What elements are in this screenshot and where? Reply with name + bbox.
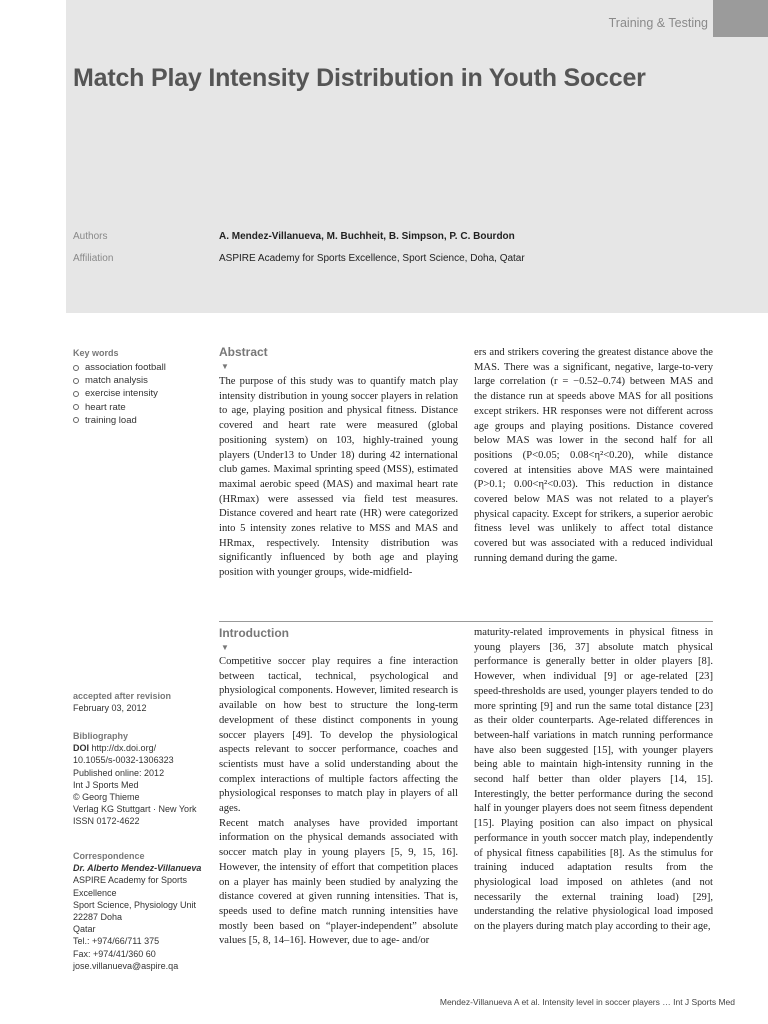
bibliography-block bbox=[73, 730, 197, 828]
corr-line: Tel.: +974/66/711 375 bbox=[73, 936, 160, 947]
correspondence-label: Correspondence bbox=[73, 851, 145, 861]
bullet-icon bbox=[73, 417, 79, 423]
intro-paragraph: Recent match analyses have provided important information on the physical demands associated with soccer match play in young players [5, 9, 15, 16]. However, the intensity of effort that competition places on a player has mainly been studied by analyzing the distance covered at given running intensities. That is, speeds used to define match running intensities have mostly been based on “player-independent” absolute values [5, 8, 14–16]. However, due to age- and/or bbox=[219, 817, 458, 947]
affiliation-label: Affiliation bbox=[73, 253, 114, 264]
bullet-icon bbox=[73, 365, 79, 371]
corr-line: ASPIRE Academy for Sports bbox=[73, 875, 188, 886]
page-footer: Mendez-Villanueva A et al. Intensity level in soccer players … Int J Sports Med bbox=[439, 997, 735, 1007]
introduction-column-2 bbox=[474, 626, 713, 935]
corr-line: 22287 Doha bbox=[73, 912, 123, 923]
doi-value: 10.1055/s-0032-1306323 bbox=[73, 755, 174, 766]
published-date: Published online: 2012 bbox=[73, 767, 165, 778]
corr-line: Excellence bbox=[73, 887, 117, 898]
intro-paragraph: Competitive soccer play requires a fine interaction between tactical, technical, psychological and physiological components. However, limited research is available on how best to structure the long-term development of these distinct components in young soccer players [49]. To develop the physiological aspects relevant to soccer performance, coaches and scientists must have a solid understanding about the complex interactions of multiple factors affecting the physiological responses to match play in players of all ages. bbox=[219, 656, 458, 815]
triangle-down-icon: ▼ bbox=[221, 362, 229, 371]
doi-link[interactable]: http://dx.doi.org/ bbox=[91, 743, 157, 754]
accepted-label: accepted after revision bbox=[73, 691, 172, 701]
corner-tab bbox=[713, 0, 768, 37]
keyword-item: heart rate bbox=[73, 401, 166, 414]
keywords-box bbox=[73, 348, 166, 427]
correspondence-block bbox=[73, 850, 201, 972]
abstract-heading: Abstract bbox=[219, 345, 268, 359]
accepted-date: February 03, 2012 bbox=[73, 703, 147, 714]
journal-name: Int J Sports Med bbox=[73, 779, 139, 790]
introduction-column-1 bbox=[219, 655, 458, 949]
bibliography-label: Bibliography bbox=[73, 731, 129, 741]
triangle-down-icon: ▼ bbox=[221, 643, 229, 652]
abstract-column-2 bbox=[474, 346, 713, 567]
authors: A. Mendez-Villanueva, M. Buchheit, B. Simpson, P. C. Bourdon bbox=[219, 231, 515, 242]
keywords-list bbox=[73, 361, 166, 427]
affiliation: ASPIRE Academy for Sports Excellence, Sport Science, Doha, Qatar bbox=[219, 253, 525, 264]
bullet-icon bbox=[73, 404, 79, 410]
publisher: Verlag KG Stuttgart · New York bbox=[73, 804, 197, 815]
keyword-item: association football bbox=[73, 361, 166, 374]
copyright: © Georg Thieme bbox=[73, 792, 140, 803]
correspondent-name: Dr. Alberto Mendez-Villanueva bbox=[73, 863, 202, 874]
bullet-icon bbox=[73, 391, 79, 397]
section-label: Training & Testing bbox=[608, 16, 708, 30]
doi-label: DOI bbox=[73, 743, 90, 754]
article-title: Match Play Intensity Distribution in Youth Soccer bbox=[73, 64, 646, 92]
abstract-column-1 bbox=[219, 375, 458, 581]
abstract-text: The purpose of this study was to quantify match play intensity distribution in young soccer players in relation to age, playing position and physical fitness. Distance covered and heart rate were measured (global positioning system) on 103, highly-trained young players (Under13 to Under 18) during 42 international club games. Maximal sprinting speed (MSS), estimated maximal aerobic speed (MAS) and maximal heart rate (HRmax) were assessed via field test measures. Distance covered and heart rate (HR) were categorized into 5 intensity zones relative to MSS and MAS and HRmax, respectively. Intensity distribution was significantly influenced by both age and playing position with younger groups, wide-midfield- bbox=[219, 376, 458, 579]
introduction-heading: Introduction bbox=[219, 626, 289, 640]
keyword-item: training load bbox=[73, 414, 166, 427]
corr-email[interactable]: jose.villanueva@aspire.qa bbox=[73, 960, 179, 971]
corr-line: Qatar bbox=[73, 924, 96, 935]
corr-line: Sport Science, Physiology Unit bbox=[73, 899, 197, 910]
bullet-icon bbox=[73, 378, 79, 384]
section-divider bbox=[219, 621, 713, 622]
left-margin bbox=[0, 0, 66, 1024]
corr-line: Fax: +974/41/360 60 bbox=[73, 948, 156, 959]
keyword-item: exercise intensity bbox=[73, 387, 166, 400]
abstract-text: ers and strikers covering the greatest distance above the MAS. There was a significant, negative, large-to-very large correlation (r = −0.52–0.74) between MAS and the distance run at speeds above MAS for all positions except strikers. HR responses were not different across age groups and playing positions. Distance covered below MAS was lower in the second half for all positions (P<0.05; 0.08<η²<0.20), while distance covered at intensities above MAS were maintained (P>0.1; 0.00<η²<0.03). This reduction in distance covered below MAS was not related to a player's physical capacity. Except for strikers, a superior aerobic fitness level was unlikely to affect total distance covered but was associated with a reduced individual running demand during the game. bbox=[474, 347, 713, 564]
header-band bbox=[66, 0, 768, 313]
intro-paragraph: maturity-related improvements in physical fitness in young players [36, 37] absolute match physical performance is generally better in older players [8]. However, when individual [9] or age-related [23] speed-thresholds are used, younger players tended to do more sprinting [9] and run the same total distance [23] as their older counterparts. Age-related differences in between-half variations in match running performance have also been suggested [15], with younger players being able to maintain high-intensity running in the second half better than older players [14, 15]. Interestingly, the better performance during the second half in younger players does not seem fitness dependent [15]. Playing position can also impact on physical performance in youth soccer match play, independently of physical fitness capabilities [8]. As the stimulus for training induced adaptation results from the physiological load imposed on athletes (and not necessarily the external training load) [29], understanding the relative physiological load imposed on the players during match play according to their age, bbox=[474, 627, 713, 933]
issn: ISSN 0172-4622 bbox=[73, 816, 140, 827]
accepted-block bbox=[73, 690, 171, 714]
keywords-heading: Key words bbox=[73, 348, 119, 358]
authors-label: Authors bbox=[73, 231, 108, 242]
keyword-item: match analysis bbox=[73, 374, 166, 387]
